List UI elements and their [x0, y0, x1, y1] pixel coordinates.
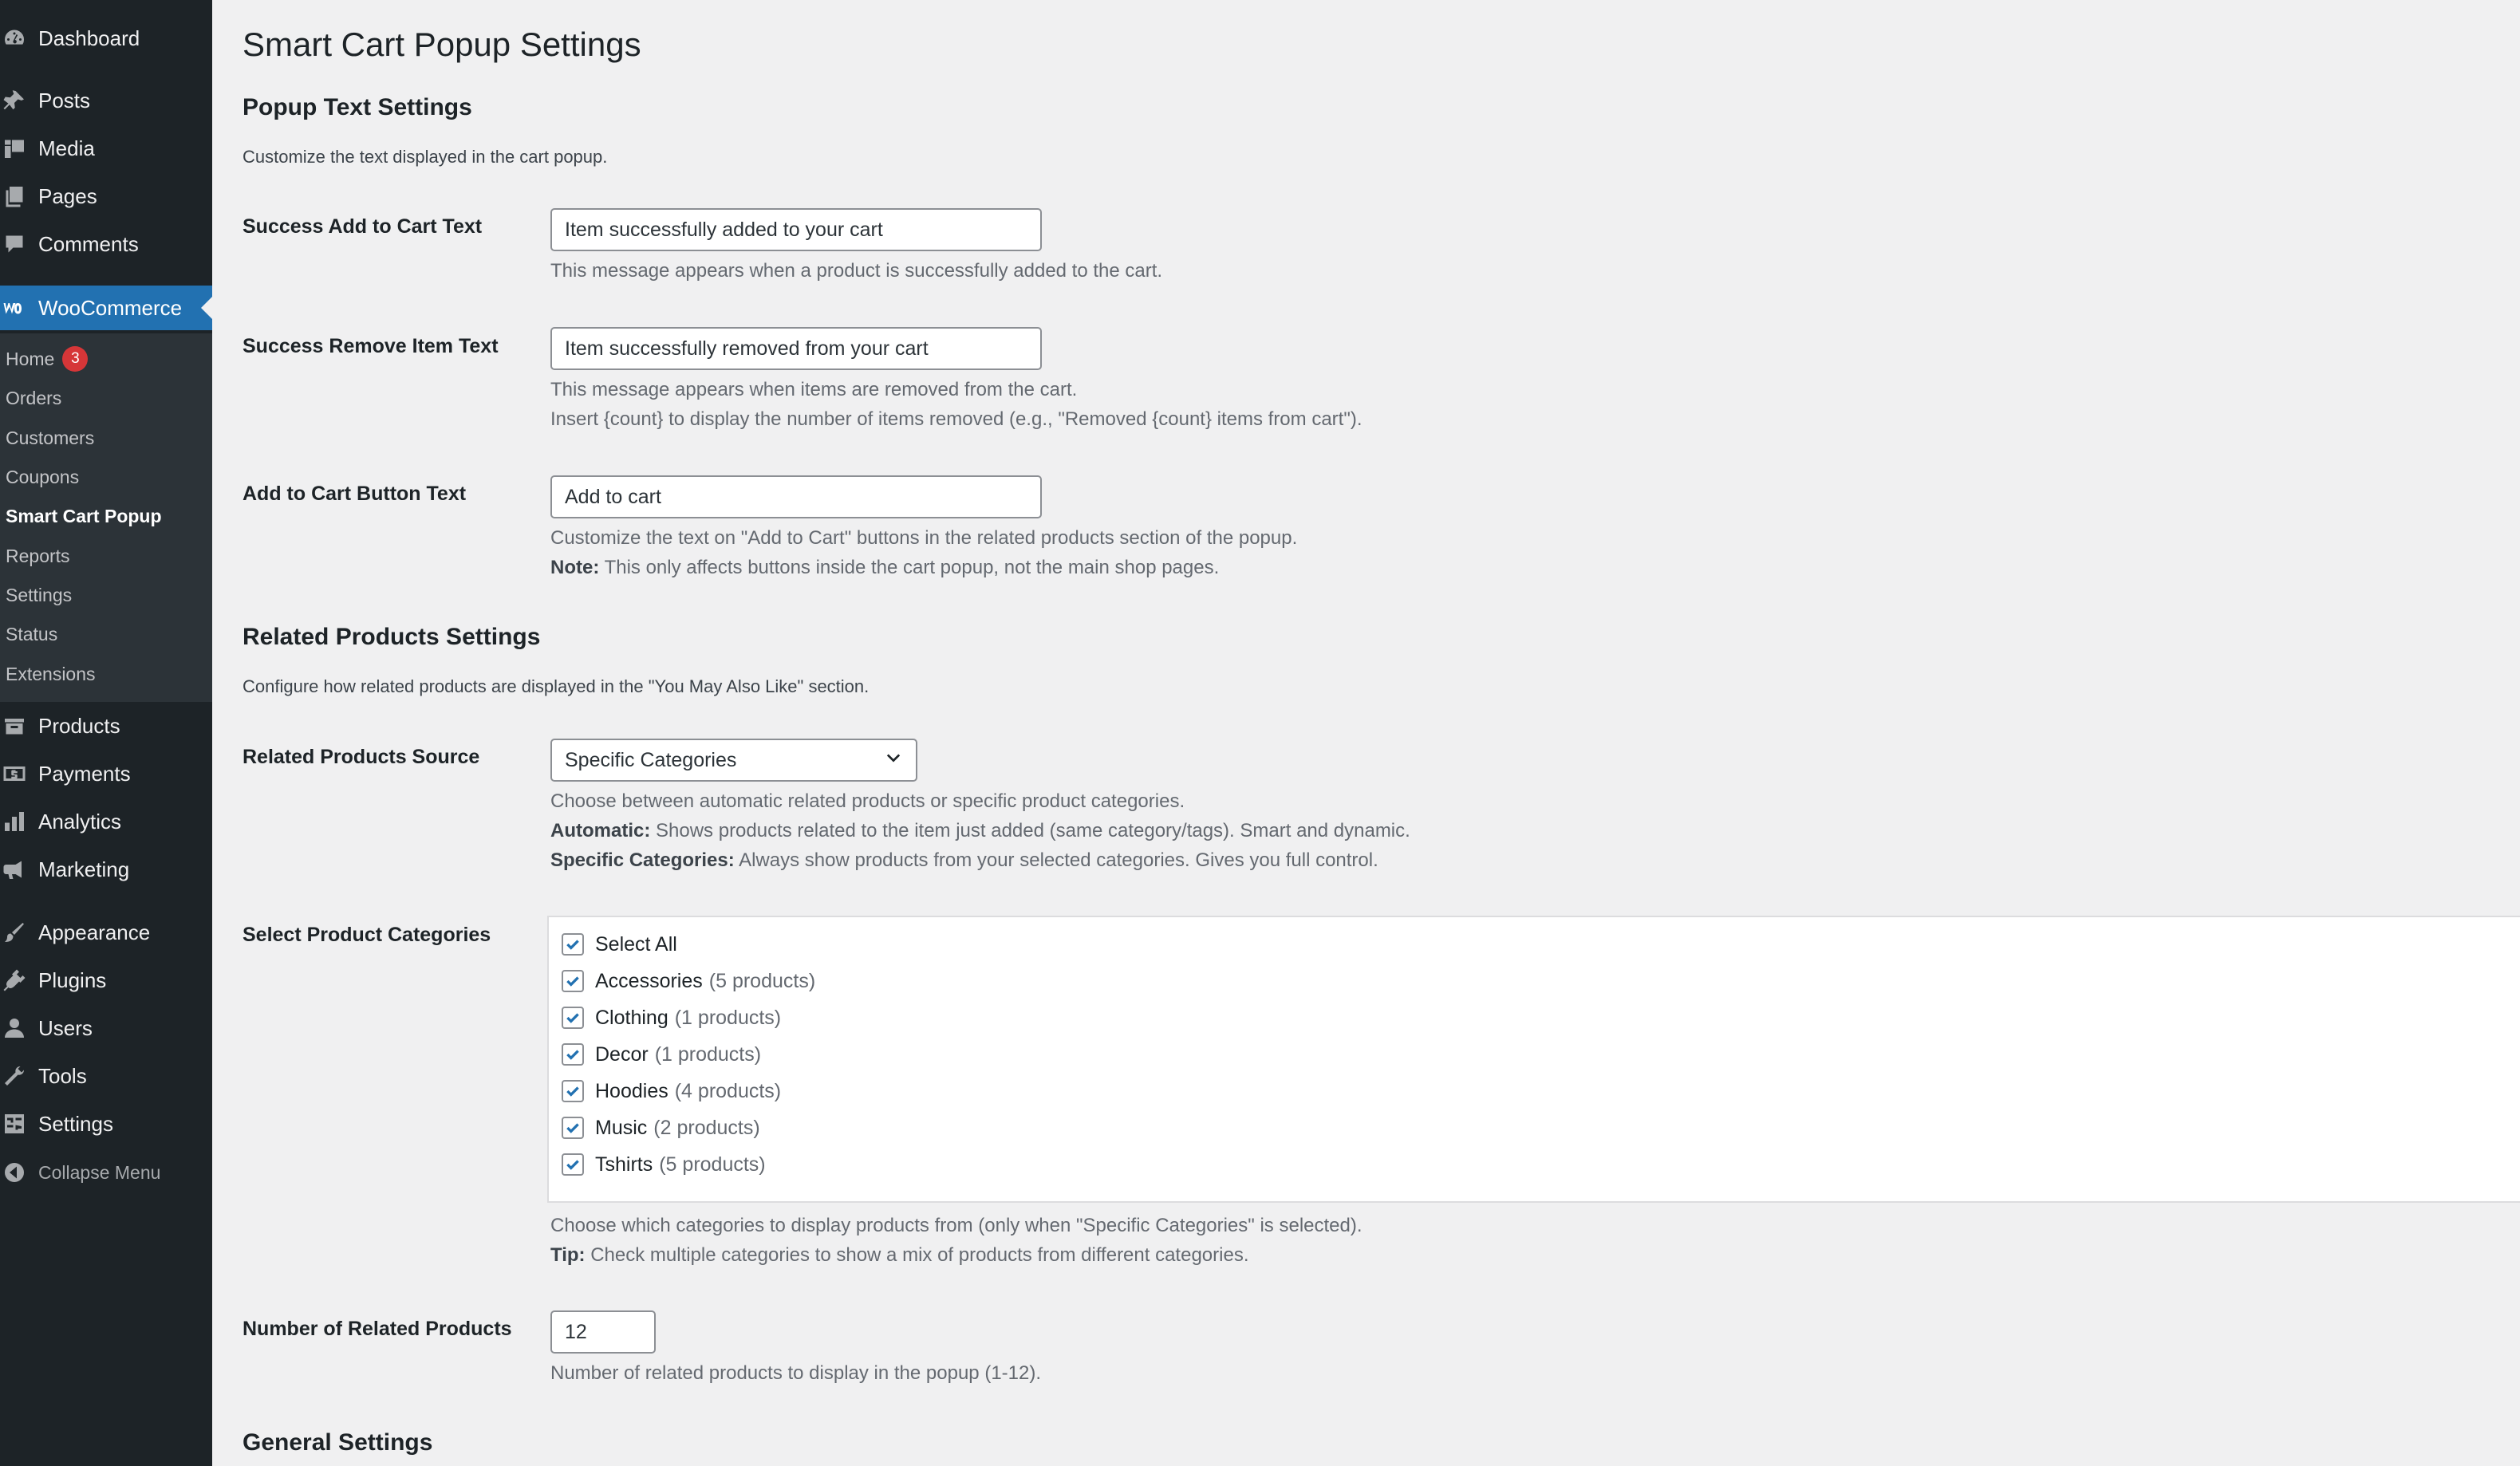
related-number-input[interactable] — [550, 1310, 656, 1354]
button-text-help-line1: Customize the text on "Add to Cart" buttons in the related products section of the popup. — [550, 527, 1298, 549]
category-checkbox[interactable] — [562, 1153, 584, 1176]
checkbox-row-music[interactable] — [562, 1112, 760, 1144]
checkbox-row-decor[interactable] — [562, 1038, 761, 1070]
menu-item-payments[interactable] — [0, 751, 212, 796]
menu-item-posts[interactable] — [0, 78, 212, 123]
section-heading-popup-text: Popup Text Settings — [243, 94, 472, 120]
notification-badge: 3 — [62, 346, 88, 372]
page-title: Smart Cart Popup Settings — [243, 26, 641, 63]
related-source-help-line1: Choose between automatic related products or specific product categories. — [550, 790, 1185, 812]
submenu-item-home[interactable] — [6, 343, 88, 375]
category-name: Tshirts — [595, 1153, 653, 1176]
category-count: (5 products) — [708, 969, 816, 992]
menu-item-media[interactable] — [0, 126, 212, 171]
submenu-item-smart-cart-popup[interactable]: Smart Cart Popup — [6, 505, 162, 526]
menu-label-users: Users — [38, 1015, 93, 1040]
related-source-select[interactable] — [550, 739, 917, 782]
section-description-related-products: Configure how related products are displayed in the "You May Also Like" section. — [243, 676, 870, 696]
section-description-popup-text: Customize the text displayed in the cart popup. — [243, 147, 608, 167]
menu-label-analytics: Analytics — [38, 809, 122, 833]
submenu-item-orders[interactable]: Orders — [6, 387, 62, 408]
menu-label-woocommerce: WooCommerce — [38, 295, 183, 320]
success-add-label: Success Add to Cart Text — [243, 215, 483, 238]
menu-item-appearance[interactable] — [0, 910, 212, 955]
section-heading-general: General Settings — [243, 1429, 433, 1456]
menu-item-woocommerce[interactable] — [0, 286, 212, 330]
pages-icon — [2, 183, 27, 209]
submenu-item-settings[interactable]: Settings — [6, 584, 73, 605]
select-categories-help — [550, 1211, 1363, 1270]
related-number-value: 12 — [565, 1320, 587, 1343]
menu-item-products[interactable] — [0, 703, 212, 748]
success-add-text-input[interactable] — [550, 208, 1042, 251]
menu-item-analytics[interactable] — [0, 799, 212, 844]
related-number-label: Number of Related Products — [243, 1318, 512, 1340]
menu-item-users[interactable] — [0, 1006, 212, 1050]
specific-categories-label: Specific Categories: — [550, 849, 735, 871]
button-text-label: Add to Cart Button Text — [243, 483, 467, 505]
megaphone-icon — [2, 857, 27, 882]
success-remove-help-line1: This message appears when items are removed from the cart. — [550, 379, 1078, 400]
pin-icon — [2, 88, 27, 113]
collapse-menu-button[interactable] — [0, 1150, 212, 1195]
menu-label-posts: Posts — [38, 88, 91, 112]
collapse-menu-label: Collapse Menu — [38, 1161, 161, 1183]
success-add-help: This message appears when a product is successfully added to the cart. — [550, 260, 1163, 282]
category-checkbox[interactable] — [562, 1117, 584, 1139]
menu-label-tools: Tools — [38, 1063, 87, 1088]
select-all-checkbox[interactable] — [562, 933, 584, 956]
category-name: Decor — [595, 1042, 649, 1066]
admin-sidebar — [0, 0, 212, 1466]
menu-item-pages[interactable] — [0, 174, 212, 219]
button-text-note — [550, 553, 1297, 582]
submenu-item-customers[interactable]: Customers — [6, 427, 95, 448]
menu-label-dashboard: Dashboard — [38, 26, 140, 50]
related-source-label: Related Products Source — [243, 746, 480, 768]
media-icon — [2, 136, 27, 161]
select-all-label: Select All — [595, 932, 677, 956]
category-checkbox[interactable] — [562, 970, 584, 992]
plug-icon — [2, 967, 27, 993]
submenu-label-home: Home — [6, 348, 55, 369]
category-checkbox[interactable] — [562, 1080, 584, 1102]
woocommerce-submenu — [0, 333, 212, 702]
menu-label-marketing: Marketing — [38, 857, 130, 881]
checkbox-row-clothing[interactable] — [562, 1002, 781, 1034]
tip-text: Check multiple categories to show a mix of products from different categories. — [585, 1244, 1249, 1266]
related-source-help — [550, 786, 1410, 875]
checkbox-row-accessories[interactable] — [562, 965, 815, 997]
checkbox-row-select-all[interactable] — [562, 928, 677, 960]
category-count: (1 products) — [654, 1042, 762, 1066]
menu-label-payments: Payments — [38, 761, 131, 786]
success-add-text-value: Item successfully added to your cart — [565, 218, 883, 241]
category-name: Hoodies — [595, 1079, 668, 1102]
collapse-arrow-icon — [2, 1160, 27, 1185]
related-source-help-automatic — [550, 816, 1410, 845]
success-remove-help — [550, 375, 1363, 434]
success-remove-text-input[interactable] — [550, 327, 1042, 370]
menu-item-dashboard[interactable] — [0, 16, 212, 61]
wrench-icon — [2, 1063, 27, 1089]
payments-icon — [2, 761, 27, 786]
woocommerce-icon — [2, 295, 27, 321]
select-categories-label: Select Product Categories — [243, 924, 491, 946]
submenu-item-status[interactable]: Status — [6, 623, 58, 644]
note-label: Note: — [550, 557, 600, 578]
category-name: Clothing — [595, 1006, 668, 1029]
add-to-cart-button-text-input[interactable] — [550, 475, 1042, 518]
checkbox-row-hoodies[interactable] — [562, 1075, 781, 1107]
brush-icon — [2, 920, 27, 945]
category-checkbox[interactable] — [562, 1043, 584, 1066]
automatic-label: Automatic: — [550, 820, 651, 841]
related-number-help: Number of related products to display in the popup (1-12). — [550, 1362, 1042, 1384]
menu-item-settings[interactable] — [0, 1101, 212, 1146]
submenu-item-extensions[interactable]: Extensions — [6, 663, 96, 684]
select-categories-help-line1: Choose which categories to display products from (only when "Specific Categories" is selected). — [550, 1215, 1363, 1236]
user-icon — [2, 1015, 27, 1041]
category-count: (2 products) — [653, 1116, 760, 1139]
comment-icon — [2, 231, 27, 257]
submenu-item-coupons[interactable]: Coupons — [6, 466, 80, 487]
specific-categories-text: Always show products from your selected categories. Gives you full control. — [734, 849, 1378, 871]
success-remove-help-line2: Insert {count} to display the number of items removed (e.g., "Removed {count} items from cart"). — [550, 408, 1363, 430]
category-count: (5 products) — [659, 1153, 766, 1176]
success-remove-label: Success Remove Item Text — [243, 335, 499, 357]
submenu-item-reports[interactable]: Reports — [6, 545, 70, 566]
menu-item-plugins[interactable] — [0, 958, 212, 1003]
menu-label-media: Media — [38, 136, 95, 160]
menu-label-appearance: Appearance — [38, 920, 151, 944]
checkbox-row-tshirts[interactable] — [562, 1149, 766, 1180]
current-menu-arrow — [201, 297, 212, 319]
menu-item-marketing[interactable] — [0, 847, 212, 892]
menu-label-plugins: Plugins — [38, 967, 107, 992]
category-checkbox[interactable] — [562, 1007, 584, 1029]
category-name: Accessories — [595, 969, 703, 992]
menu-label-settings: Settings — [38, 1111, 113, 1136]
button-text-help — [550, 523, 1297, 582]
section-heading-related-products: Related Products Settings — [243, 624, 541, 650]
success-remove-text-value: Item successfully removed from your cart — [565, 337, 929, 360]
menu-label-pages: Pages — [38, 183, 97, 208]
dashboard-icon — [2, 26, 27, 51]
category-count: (4 products) — [674, 1079, 782, 1102]
tip-label: Tip: — [550, 1244, 586, 1266]
main-content — [212, 0, 2520, 1466]
analytics-icon — [2, 809, 27, 834]
menu-label-comments: Comments — [38, 231, 139, 256]
category-count: (1 products) — [674, 1006, 782, 1029]
category-checklist — [547, 916, 2520, 1203]
related-source-selected-value: Specific Categories — [565, 748, 737, 771]
menu-label-products: Products — [38, 713, 120, 738]
add-to-cart-button-text-value: Add to cart — [565, 485, 661, 508]
products-icon — [2, 713, 27, 739]
category-name: Music — [595, 1116, 648, 1139]
related-source-help-specific — [550, 845, 1410, 875]
settings-icon — [2, 1111, 27, 1137]
menu-item-comments[interactable] — [0, 222, 212, 266]
automatic-text: Shows products related to the item just added (same category/tags). Smart and dynamic. — [650, 820, 1410, 841]
note-text: This only affects buttons inside the cart popup, not the main shop pages. — [599, 557, 1220, 578]
menu-item-tools[interactable] — [0, 1054, 212, 1098]
select-categories-tip — [550, 1240, 1363, 1270]
chevron-down-icon — [884, 748, 903, 773]
